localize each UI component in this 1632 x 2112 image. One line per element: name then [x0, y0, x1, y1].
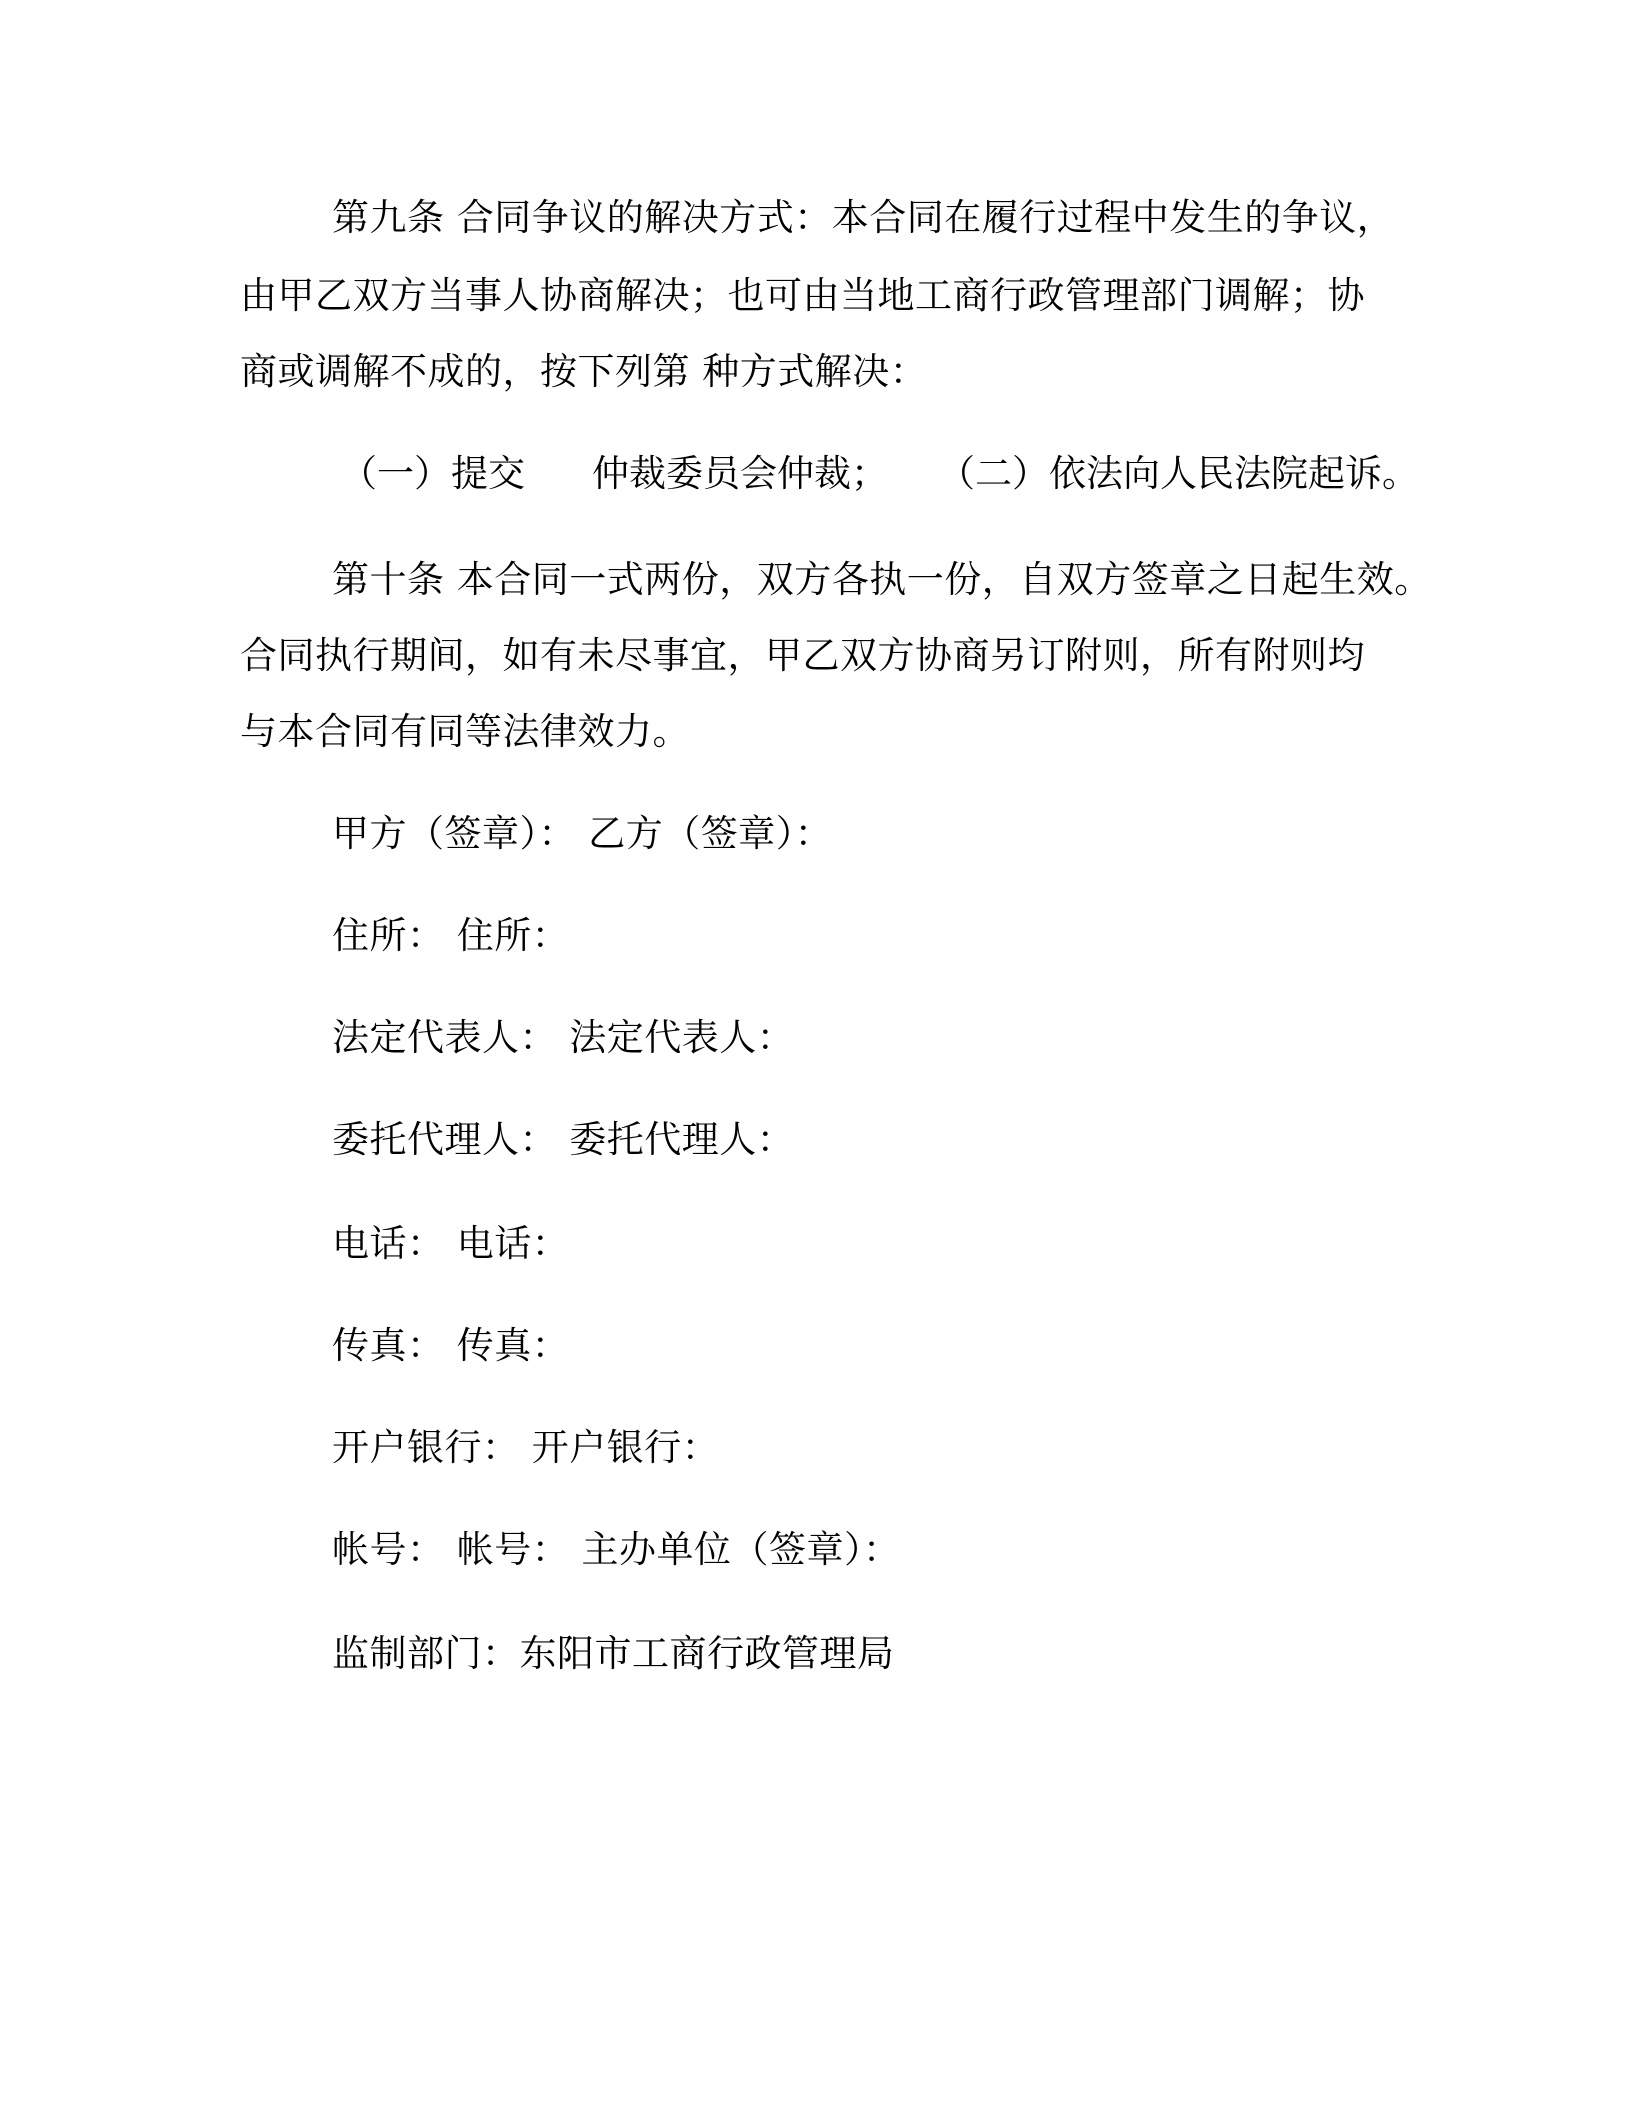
article9-line3: 商或调解不成的，按下列第 种方式解决： — [240, 350, 928, 393]
supervising-department: 监制部门：东阳市工商行政管理局 — [332, 1632, 895, 1675]
signature-fax: 传真： 传真： — [332, 1324, 570, 1367]
signature-legal-rep: 法定代表人： 法定代表人： — [332, 1016, 795, 1059]
option-arbitration-prefix: （一）提交 — [340, 452, 525, 495]
option-litigation: （二）依法向人民法院起诉。 — [938, 452, 1419, 495]
article9-line1: 第九条 合同争议的解决方式：本合同在履行过程中发生的争议， — [332, 196, 1395, 239]
signature-account: 帐号： 帐号： 主办单位（签章）： — [332, 1528, 901, 1571]
signature-phone: 电话： 电话： — [332, 1222, 570, 1265]
article10-line2: 合同执行期间，如有未尽事宜，甲乙双方协商另订附则，所有附则均 — [240, 634, 1365, 677]
signature-agent: 委托代理人： 委托代理人： — [332, 1118, 795, 1161]
signature-bank: 开户银行： 开户银行： — [332, 1426, 720, 1469]
signature-parties: 甲方（签章）： 乙方（签章）： — [332, 812, 833, 855]
option-arbitration-suffix: 仲裁委员会仲裁； — [592, 452, 888, 495]
article10-line1: 第十条 本合同一式两份，双方各执一份，自双方签章之日起生效。 — [332, 558, 1432, 601]
signature-address: 住所： 住所： — [332, 914, 570, 957]
article9-line2: 由甲乙双方当事人协商解决；也可由当地工商行政管理部门调解；协 — [240, 274, 1365, 317]
article10-line3: 与本合同有同等法律效力。 — [240, 710, 690, 753]
